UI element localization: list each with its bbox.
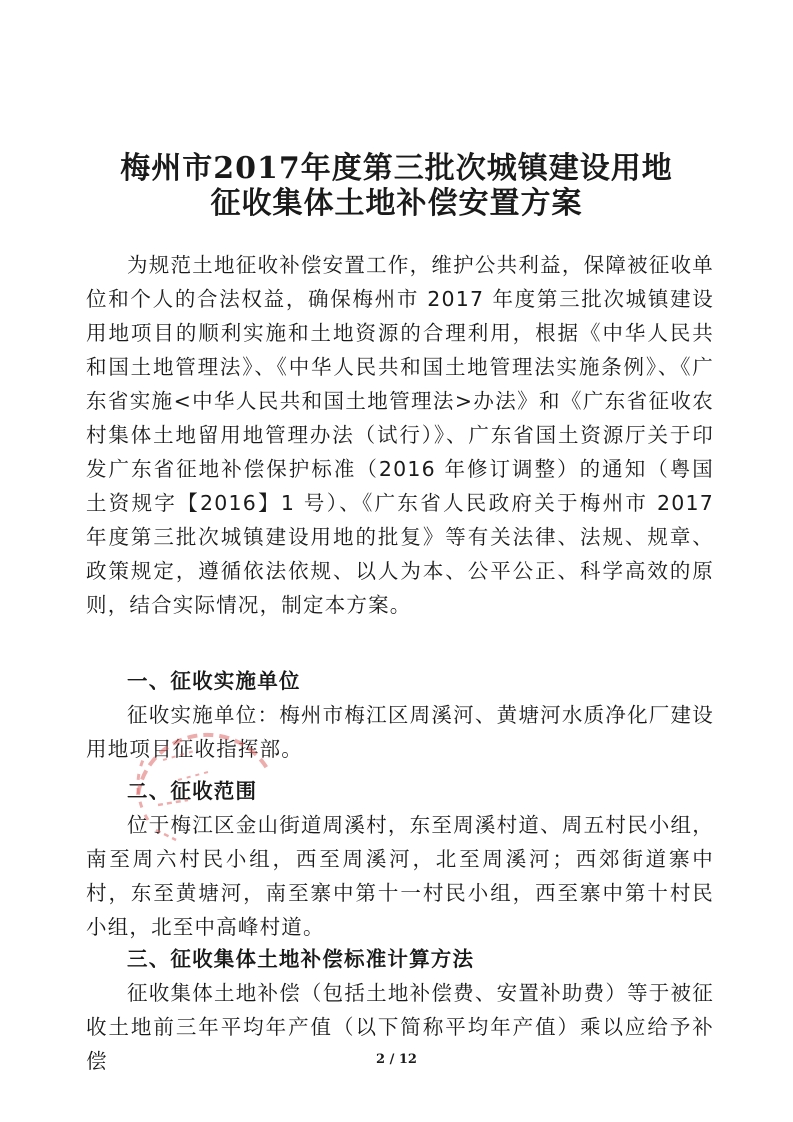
- section-body-2: 位于梅江区金山街道周溪村，东至周溪村道、周五村民小组，南至周六村民小组，西至周溪河，北至周溪河；西郊街道寨中村，东至黄塘河，南至寨中第十一村民小组，西至寨中第十村民小组，北至中高峰村道。: [86, 813, 714, 939]
- section-heading-3: 三、征收集体土地补偿标准计算方法: [127, 947, 475, 971]
- document-title-line2: 征收集体土地补偿安置方案: [210, 186, 583, 221]
- section-heading-2: 二、征收范围: [127, 779, 258, 803]
- intro-paragraph: 为规范土地征收补偿安置工作，维护公共利益，保障被征收单位和个人的合法权益，确保梅州市 2017 年度第三批次城镇建设用地项目的顺利实施和土地资源的合理利用，根据《中华人民共和国土地管理法》、《中华人民共和国土地管理法实施条例》、《广东省实施<中华人民共和国土地管理法>办法》和《广东省征收农村集体土地留用地管理办法（试行）》、广东省国土资源厅关于印发广东省征地补偿保护标准（2016 年修订调整）的通知（粤国土资规字【2016】1 号）、《广东省人民政府关于梅州市 2017 年度第三批次城镇建设用地的批复》等有关法律、法规、规章、政策规定，遵循依法依规、以人为本、公平公正、科学高效的原则，结合实际情况，制定本方案。: [86, 253, 714, 617]
- section-body-3: 征收集体土地补偿（包括土地补偿费、安置补助费）等于被征收土地前三年平均年产值（以下简称平均年产值）乘以应给予补偿: [86, 981, 714, 1073]
- document-title-line1: 梅州市2017年度第三批次城镇建设用地: [120, 151, 673, 186]
- section-heading-1: 一、征收实施单位: [127, 669, 301, 693]
- section-body-1: 征收实施单位：梅州市梅江区周溪河、黄塘河水质净化厂建设用地项目征收指挥部。: [86, 703, 714, 761]
- page-number: 2 / 12: [376, 1052, 417, 1067]
